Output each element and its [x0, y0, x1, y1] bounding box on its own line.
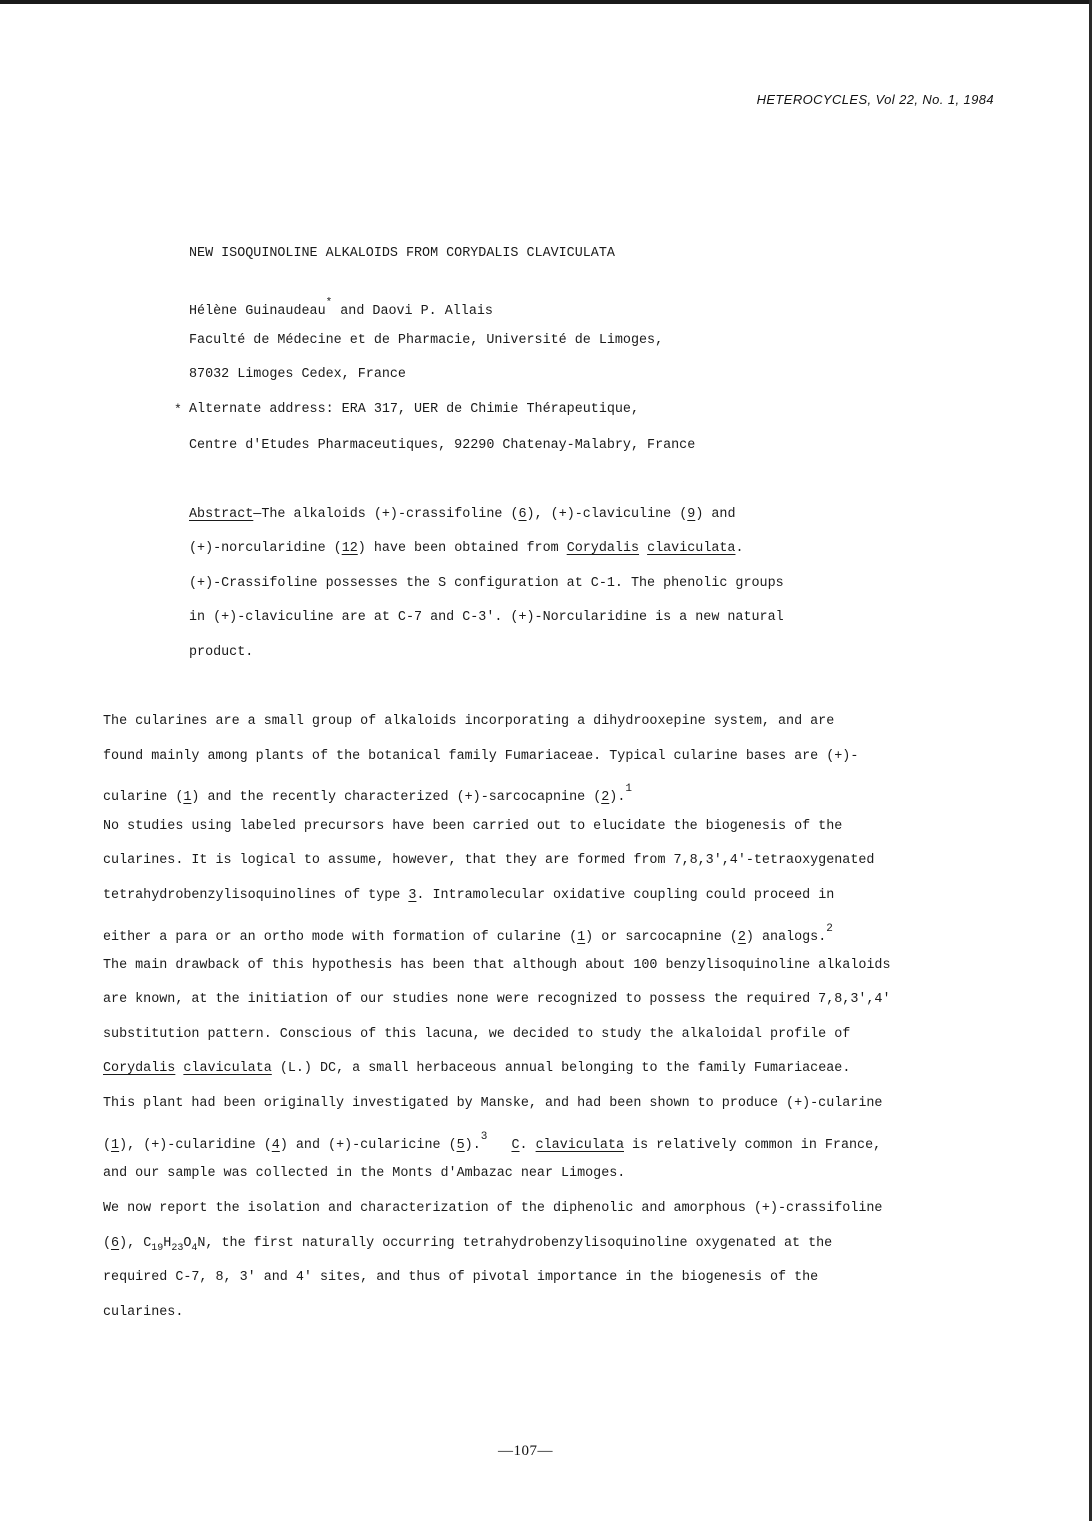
formula-subscript: 19 — [151, 1243, 164, 1254]
compound-ref: 12 — [341, 541, 358, 556]
body-text: ( — [103, 1236, 112, 1251]
body-line: and our sample was collected in the Monts d'Ambazac near Limoges. — [103, 1166, 626, 1181]
body-line — [103, 888, 834, 903]
compound-ref: 3 — [408, 888, 417, 903]
body-line — [103, 1061, 850, 1076]
body-text: . Intramolecular oxidative coupling could proceed in — [416, 888, 835, 903]
body-line: This plant had been originally investigated by Manske, and had been shown to produce (+)-cularine — [103, 1096, 883, 1111]
affiliation-line-2: 87032 Limoges Cedex, France — [189, 367, 406, 382]
reference-superscript: 3 — [480, 1131, 488, 1143]
body-text: ) and (+)-cularicine ( — [279, 1138, 457, 1153]
body-text: . — [519, 1138, 536, 1153]
compound-ref: 1 — [183, 790, 192, 805]
body-text: ) or sarcocapnine ( — [585, 930, 738, 945]
genus-abbrev: C — [511, 1138, 520, 1153]
compound-ref: 6 — [518, 507, 527, 522]
affiliation-line-1: Faculté de Médecine et de Pharmacie, Université de Limoges, — [189, 333, 664, 348]
abstract-text: . — [735, 541, 744, 556]
species-name: claviculata — [647, 541, 736, 556]
body-text: either a para or an ortho mode with formation of cularine ( — [103, 930, 578, 945]
molecular-formula-c: ), C — [119, 1236, 152, 1251]
body-text: ( — [103, 1138, 112, 1153]
body-line: substitution pattern. Conscious of this lacuna, we decided to study the alkaloidal profile of — [103, 1027, 851, 1042]
body-line: The cularines are a small group of alkaloids incorporating a dihydrooxepine system, and are — [103, 714, 835, 729]
body-line: The main drawback of this hypothesis has been that although about 100 benzylisoquinoline alkaloids — [103, 958, 891, 973]
body-text: ) and the recently characterized (+)-sarcocapnine ( — [191, 790, 602, 805]
corresponding-author-mark: * — [325, 297, 333, 309]
body-text: tetrahydrobenzylisoquinolines of type — [103, 888, 409, 903]
body-text: ). — [464, 1138, 481, 1153]
body-line — [103, 1236, 832, 1254]
abstract-line-4: in (+)-claviculine are at C-7 and C-3'. (+)-Norcularidine is a new natural — [189, 610, 784, 625]
author-2: and Daovi P. Allais — [340, 304, 493, 319]
abstract-text: ) have been obtained from — [357, 541, 567, 556]
scan-top-edge — [0, 0, 1092, 4]
abstract-line-1 — [189, 507, 736, 522]
reference-superscript: 2 — [826, 923, 833, 935]
alternate-address-line-2: Centre d'Etudes Pharmaceutiques, 92290 Chatenay-Malabry, France — [189, 438, 696, 453]
compound-ref: 2 — [601, 790, 610, 805]
compound-ref: 6 — [111, 1236, 120, 1251]
authors — [189, 297, 493, 319]
body-line: No studies using labeled precursors have been carried out to elucidate the biogenesis of the — [103, 819, 843, 834]
body-text: ), (+)-cularidine ( — [119, 1138, 272, 1153]
body-line: cularines. — [103, 1305, 184, 1320]
species-name: claviculata — [535, 1138, 624, 1153]
abstract-line-2 — [189, 541, 744, 556]
formula-subscript: 23 — [171, 1243, 184, 1254]
body-text: N, the first naturally occurring tetrahydrobenzylisoquinoline oxygenated at the — [197, 1236, 833, 1251]
body-line — [103, 783, 632, 805]
body-line: found mainly among plants of the botanical family Fumariaceae. Typical cularine bases are (+)- — [103, 749, 859, 764]
compound-ref: 5 — [456, 1138, 465, 1153]
body-line — [103, 1131, 881, 1153]
compound-ref: 1 — [111, 1138, 120, 1153]
abstract-text: ) and — [695, 507, 736, 522]
body-line: We now report the isolation and characterization of the diphenolic and amorphous (+)-crassifoline — [103, 1201, 883, 1216]
species-name: claviculata — [183, 1061, 272, 1076]
reference-superscript: 1 — [625, 783, 632, 795]
body-line: are known, at the initiation of our studies none were recognized to possess the required 7,8,3',4' — [103, 992, 891, 1007]
compound-ref: 1 — [577, 930, 586, 945]
abstract-text: ), (+)-claviculine ( — [526, 507, 688, 522]
abstract-dash: — — [253, 507, 262, 522]
alternate-address-mark: * — [174, 402, 182, 417]
formula-subscript: 4 — [191, 1243, 198, 1254]
abstract-text: The alkaloids (+)-crassifoline ( — [261, 507, 519, 522]
genus-name: Corydalis — [103, 1061, 176, 1076]
body-text: cularine ( — [103, 790, 184, 805]
compound-ref: 9 — [687, 507, 696, 522]
body-text: is relatively common in France, — [624, 1138, 882, 1153]
alternate-address-line-1: Alternate address: ERA 317, UER de Chimie Thérapeutique, — [189, 402, 639, 417]
body-line — [103, 923, 833, 945]
body-text: (L.) DC, a small herbaceous annual belonging to the family Fumariaceae. — [271, 1061, 851, 1076]
abstract-text: (+)-norcularidine ( — [189, 541, 342, 556]
abstract-line-5: product. — [189, 645, 254, 660]
author-1: Hélène Guinaudeau — [189, 304, 326, 319]
molecular-formula-h: H — [163, 1236, 172, 1251]
body-text: ) analogs. — [745, 930, 827, 945]
body-text: ). — [609, 790, 626, 805]
compound-ref: 4 — [271, 1138, 280, 1153]
abstract-text — [639, 541, 647, 556]
page-number: —107— — [498, 1443, 553, 1459]
article-title: NEW ISOQUINOLINE ALKALOIDS FROM CORYDALIS CLAVICULATA — [189, 246, 615, 261]
body-line: cularines. It is logical to assume, however, that they are formed from 7,8,3',4'-tetraoxygenated — [103, 853, 875, 868]
abstract-line-3: (+)-Crassifoline possesses the S configuration at C-1. The phenolic groups — [189, 576, 784, 591]
genus-name: Corydalis — [566, 541, 640, 556]
body-line: required C-7, 8, 3' and 4' sites, and thus of pivotal importance in the biogenesis of the — [103, 1270, 819, 1285]
journal-citation: HETEROCYCLES, Vol 22, No. 1, 1984 — [756, 92, 994, 107]
compound-ref: 2 — [737, 930, 746, 945]
molecular-formula-o: O — [183, 1236, 192, 1251]
abstract-label: Abstract — [189, 507, 254, 522]
